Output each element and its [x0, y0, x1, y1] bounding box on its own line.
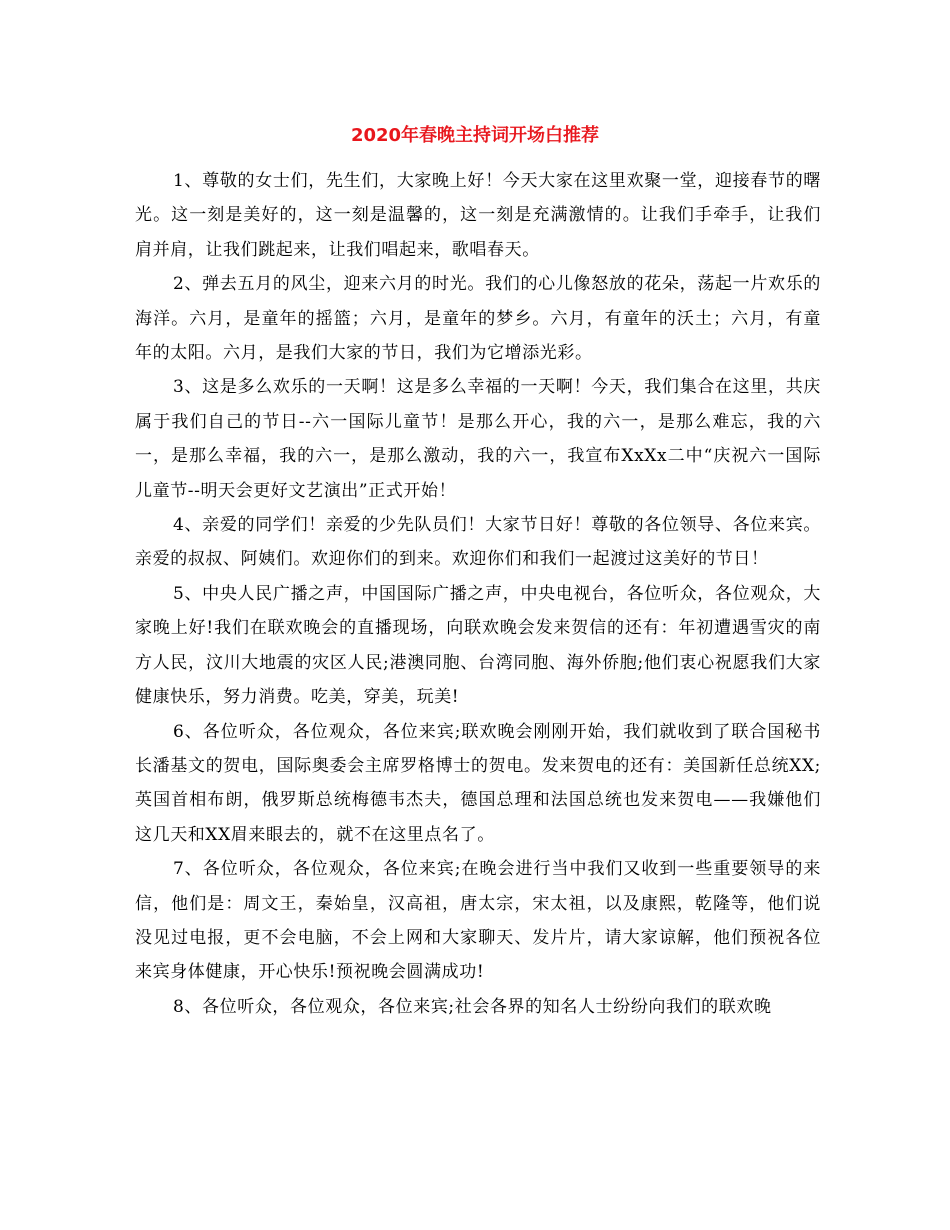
paragraph-2: 2、弹去五月的风尘，迎来六月的时光。我们的心儿像怒放的花朵，荡起一片欢乐的海洋。六月，是童年的摇篮；六月，是童年的梦乡。六月，有童年的沃土；六月，有童年的太阳。六月，是我们大家的节日，我们为它增添光彩。: [135, 274, 821, 364]
document-title: 2020年春晚主持词开场白推荐: [350, 125, 600, 146]
document-body: [135, 164, 821, 1024]
paragraph-6: 6、各位听众，各位观众，各位来宾;联欢晚会刚刚开始，我们就收到了联合国秘书长潘基文的贺电，国际奥委会主席罗格博士的贺电。发来贺电的还有：美国新任总统XX;英国首相布朗，俄罗斯总统梅德韦杰夫，德国总理和法国总统也发来贺电——我嫌他们这几天和XX眉来眼去的，就不在这里点名了。: [135, 721, 821, 845]
paragraph-8: 8、各位听众，各位观众，各位来宾;社会各界的知名人士纷纷向我们的联欢晚: [173, 996, 772, 1017]
paragraph-3: 3、这是多么欢乐的一天啊！这是多么幸福的一天啊！今天，我们集合在这里，共庆属于我们自己的节日--六一国际儿童节！是那么开心，我的六一，是那么难忘，我的六一，是那么幸福，我的六一，是那么激动，我的六一，我宣布XxXx二中“庆祝六一国际儿童节--明天会更好文艺演出”正式开始！: [135, 377, 821, 501]
paragraph-5: 5、中央人民广播之声，中国国际广播之声，中央电视台，各位听众，各位观众，大家晚上好!我们在联欢晚会的直播现场，向联欢晚会发来贺信的还有：年初遭遇雪灾的南方人民，汶川大地震的灾区人民;港澳同胞、台湾同胞、海外侨胞;他们衷心祝愿我们大家健康快乐，努力消费。吃美，穿美，玩美!: [135, 583, 821, 708]
paragraph-4: 4、亲爱的同学们！亲爱的少先队员们！大家节日好！尊敬的各位领导、各位来宾。亲爱的叔叔、阿姨们。欢迎你们的到来。欢迎你们和我们一起渡过这美好的节日！: [135, 515, 821, 570]
paragraph-7: 7、各位听众，各位观众，各位来宾;在晚会进行当中我们又收到一些重要领导的来信，他们是：周文王，秦始皇，汉高祖，唐太宗，宋太祖，以及康熙，乾隆等，他们说没见过电报，更不会电脑，不会上网和大家聊天、发片片，请大家谅解，他们预祝各位来宾身体健康，开心快乐!预祝晚会圆满成功!: [135, 859, 821, 983]
paragraph-1: 1、尊敬的女士们，先生们，大家晚上好！今天大家在这里欢聚一堂，迎接春节的曙光。这一刻是美好的，这一刻是温馨的，这一刻是充满激情的。让我们手牵手，让我们肩并肩，让我们跳起来，让我们唱起来，歌唱春天。: [135, 171, 821, 260]
